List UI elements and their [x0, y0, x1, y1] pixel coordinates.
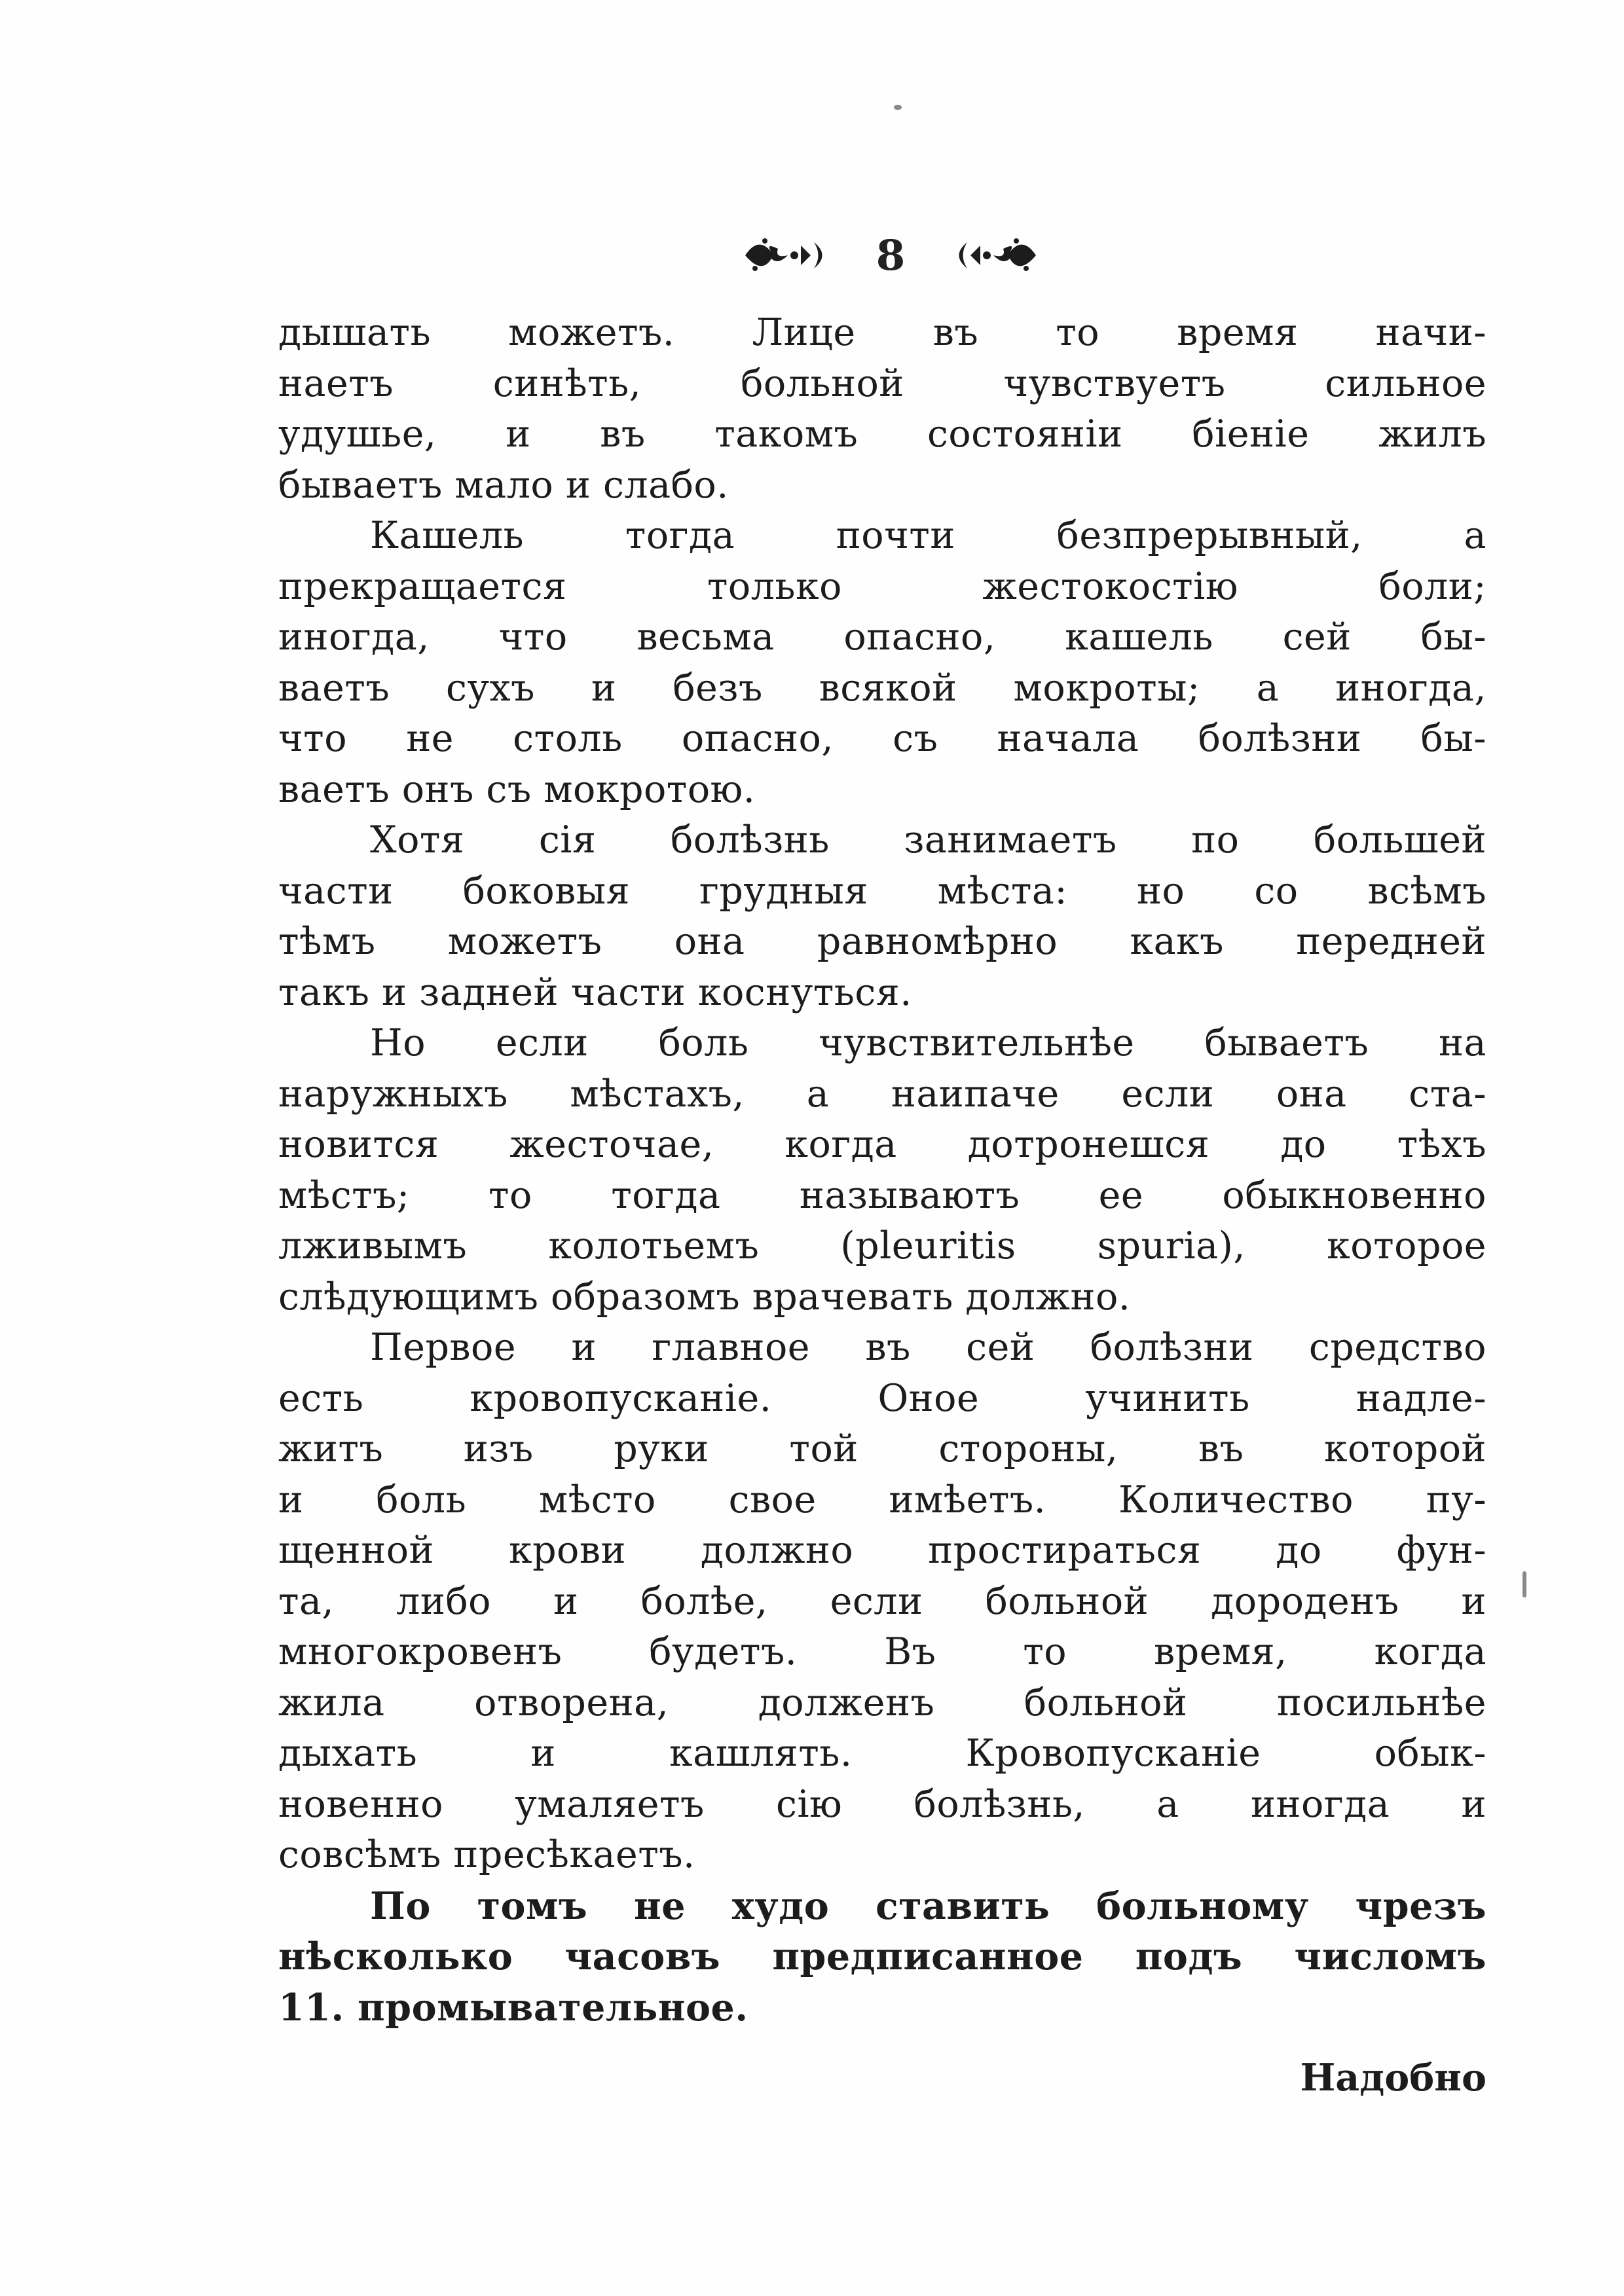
- text-line: жила отворена, долженъ больной посильнѣе: [278, 1681, 1486, 1724]
- text-line: мѣстъ; то тогда называютъ ее обыкновенно: [278, 1173, 1486, 1217]
- text-line: наетъ синѣть, больной чувствуетъ сильное: [278, 361, 1486, 405]
- body-text: [278, 308, 1486, 2033]
- paper-speck: [1522, 1571, 1526, 1597]
- text-line: та, либо и болѣе, если больной дороденъ и: [278, 1579, 1486, 1623]
- text-line: дышать можетъ. Лице въ то время начи-: [278, 311, 1486, 354]
- text-line: прекращается только жестокостiю боли;: [278, 564, 1486, 608]
- text-line: 11. промывательное.: [278, 1985, 748, 2030]
- text-line: Первое и главное въ сей болѣзни средство: [370, 1326, 1486, 1369]
- text-line: житъ изъ руки той стороны, въ которой: [278, 1427, 1486, 1470]
- text-line: удушье, и въ такомъ состоянiи бiенiе жилъ: [278, 412, 1486, 456]
- text-line: щенной крови должно простираться до фун-: [278, 1529, 1486, 1572]
- paragraph-2: [278, 511, 1486, 815]
- text-line: дыхать и кашлять. Кровопусканiе обык-: [278, 1732, 1486, 1775]
- paragraph-5: [278, 1322, 1486, 1881]
- text-line: что не столь опасно, съ начала болѣзни бы-: [278, 717, 1486, 760]
- text-line: ваетъ онъ съ мокротою.: [278, 767, 756, 811]
- text-line: Кашель тогда почти безпрерывный, а: [370, 514, 1486, 557]
- text-line: По томъ не худо ставить больному чрезъ: [370, 1884, 1486, 1928]
- text-line: новенно умаляетъ сiю болѣзнь, а иногда и: [278, 1782, 1486, 1826]
- text-line: нѣсколько часовъ предписанное подъ числомъ: [278, 1935, 1486, 1978]
- text-line: лживымъ колотьемъ (pleuritis spuria), которое: [278, 1224, 1486, 1267]
- text-line: новится жесточае, когда дотронешся до тѣхъ: [278, 1123, 1486, 1166]
- text-line: иногда, что весьма опасно, кашель сей бы-: [278, 615, 1486, 659]
- text-line: бываетъ мало и слабо.: [278, 463, 729, 507]
- page-number: 8: [876, 230, 906, 280]
- text-line: многокровенъ будетъ. Въ то время, когда: [278, 1630, 1486, 1673]
- paragraph-6: [278, 1881, 1486, 2033]
- text-line: слѣдующимъ образомъ врачевать должно.: [278, 1275, 1131, 1319]
- text-line: и боль мѣсто свое имѣетъ. Количество пу-: [278, 1478, 1486, 1522]
- text-line: совсѣмъ пресѣкаетъ.: [278, 1833, 695, 1876]
- paragraph-4: [278, 1018, 1486, 1322]
- text-line: Хотя сiя болѣзнь занимаетъ по большей: [370, 818, 1486, 862]
- fleuron-right-icon: [944, 229, 1043, 282]
- text-line: ваетъ сухъ и безъ всякой мокроты; а иногда,: [278, 666, 1486, 710]
- paragraph-3: [278, 815, 1486, 1018]
- fleuron-left-icon: [739, 229, 837, 282]
- paper-speck: [894, 105, 902, 110]
- text-line: Но если боль чувствительнѣе бываетъ на: [370, 1021, 1486, 1065]
- text-line: такъ и задней части коснуться.: [278, 970, 912, 1014]
- catchword: Надобно: [1300, 2056, 1486, 2100]
- page-header: [694, 216, 1087, 295]
- text-line: наружныхъ мѣстахъ, а наипаче если она ста-: [278, 1072, 1486, 1116]
- text-line: есть кровопусканiе. Оное учинить надле-: [278, 1376, 1486, 1420]
- text-line: тѣмъ можетъ она равномѣрно какъ передней: [278, 920, 1486, 963]
- text-line: части боковыя грудныя мѣста: но со всѣмъ: [278, 869, 1486, 913]
- paragraph-1: [278, 308, 1486, 511]
